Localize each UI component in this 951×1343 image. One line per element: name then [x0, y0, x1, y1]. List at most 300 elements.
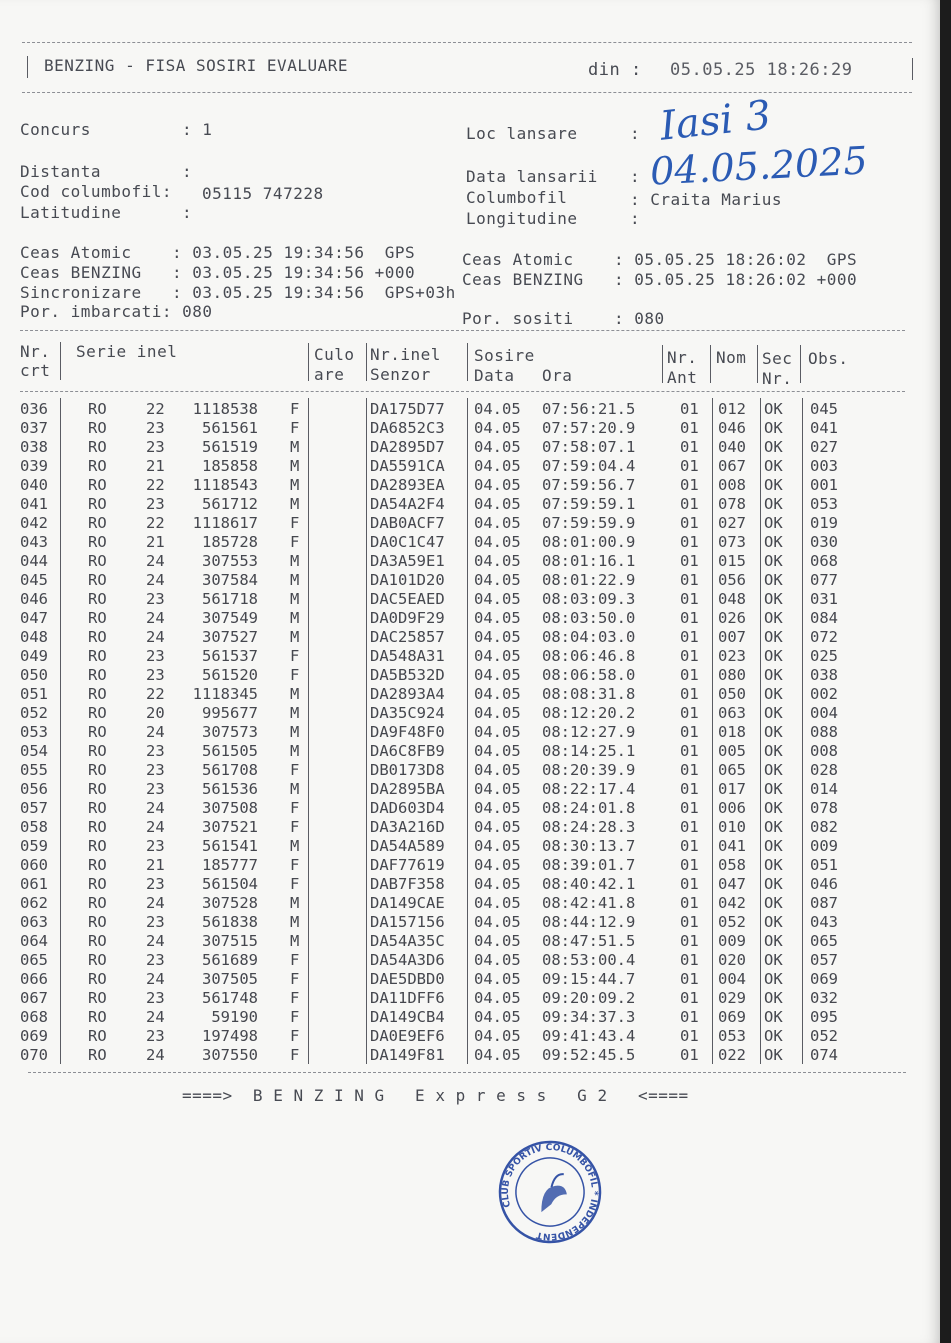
cell-nom: 047 [718, 875, 746, 893]
cell-nr-ant: 01 [680, 552, 699, 570]
cell-sex: M [290, 552, 300, 570]
cell-nom: 052 [718, 913, 746, 931]
cell-nr-ant: 01 [680, 761, 699, 779]
cell-obs: 025 [810, 647, 838, 665]
cell-nr-crt: 045 [20, 571, 48, 589]
table-row [0, 571, 940, 590]
row-divider [802, 702, 803, 722]
row-divider [712, 550, 713, 570]
cell-sensor: DA175D77 [370, 400, 445, 418]
cell-nom: 053 [718, 1027, 746, 1045]
cell-time: 08:44:12.9 [542, 913, 636, 931]
cell-obs: 027 [810, 438, 838, 456]
cell-sex: F [290, 533, 300, 551]
table-row [0, 970, 940, 989]
cell-nr-ant: 01 [680, 932, 699, 950]
row-divider [366, 683, 367, 703]
cell-obs: 032 [810, 989, 838, 1007]
row-divider [60, 911, 61, 931]
cell-nom: 007 [718, 628, 746, 646]
cell-ring: 561520 [202, 666, 258, 684]
table-row [0, 951, 940, 970]
cell-country: RO [88, 913, 107, 931]
cell-obs: 082 [810, 818, 838, 836]
row-divider [308, 911, 309, 931]
cell-country: RO [88, 704, 107, 722]
cell-nom: 063 [718, 704, 746, 722]
cell-time: 08:22:17.4 [542, 780, 636, 798]
row-divider [467, 873, 468, 893]
row-divider [467, 1025, 468, 1045]
row-divider [467, 607, 468, 627]
cell-ring: 307528 [202, 894, 258, 912]
cell-sec-nr: OK [764, 514, 783, 532]
cell-nr-ant: 01 [680, 723, 699, 741]
cell-nr-ant: 01 [680, 438, 699, 456]
cell-date: 04.05 [474, 970, 521, 988]
table-row [0, 590, 940, 609]
row-divider [60, 1044, 61, 1064]
cell-year: 22 [146, 400, 165, 418]
cell-nr-crt: 043 [20, 533, 48, 551]
cell-time: 08:40:42.1 [542, 875, 636, 893]
row-divider [467, 474, 468, 494]
cell-sec-nr: OK [764, 495, 783, 513]
row-divider [760, 645, 761, 665]
row-divider [712, 626, 713, 646]
cell-nr-ant: 01 [680, 818, 699, 836]
cell-nr-crt: 038 [20, 438, 48, 456]
cell-sensor: DA3A216D [370, 818, 445, 836]
row-divider [712, 854, 713, 874]
row-divider [712, 968, 713, 988]
row-divider [467, 398, 468, 418]
row-divider [802, 398, 803, 418]
page-title: BENZING - FISA SOSIRI EVALUARE [44, 56, 348, 75]
row-divider [760, 816, 761, 836]
cell-year: 23 [146, 742, 165, 760]
cell-country: RO [88, 514, 107, 532]
cell-sex: F [290, 818, 300, 836]
row-divider [467, 835, 468, 855]
table-row [0, 913, 940, 932]
cell-nr-crt: 050 [20, 666, 48, 684]
cell-sensor: DAC25857 [370, 628, 445, 646]
row-divider [60, 835, 61, 855]
cell-nr-ant: 01 [680, 856, 699, 874]
cell-obs: 019 [810, 514, 838, 532]
cell-sensor: DA0E9EF6 [370, 1027, 445, 1045]
cell-sec-nr: OK [764, 761, 783, 779]
cell-country: RO [88, 837, 107, 855]
row-divider [760, 455, 761, 475]
row-divider [712, 930, 713, 950]
cell-nom: 009 [718, 932, 746, 950]
cell-nr-crt: 062 [20, 894, 48, 912]
cell-year: 23 [146, 837, 165, 855]
cell-ring: 561505 [202, 742, 258, 760]
cell-sec-nr: OK [764, 818, 783, 836]
cell-year: 23 [146, 761, 165, 779]
cell-date: 04.05 [474, 438, 521, 456]
data-lansarii-handwritten: 04.05.2025 [648, 138, 869, 194]
row-divider [60, 607, 61, 627]
cell-year: 23 [146, 913, 165, 931]
table-row [0, 514, 940, 533]
cell-time: 09:34:37.3 [542, 1008, 636, 1026]
row-divider [308, 949, 309, 969]
cell-time: 08:14:25.1 [542, 742, 636, 760]
col-nr-inel: Nr.inel [370, 345, 441, 364]
cell-sex: M [290, 609, 300, 627]
cell-nom: 017 [718, 780, 746, 798]
row-divider [366, 1025, 367, 1045]
cell-sec-nr: OK [764, 552, 783, 570]
cell-obs: 046 [810, 875, 838, 893]
row-divider [802, 816, 803, 836]
cell-sec-nr: OK [764, 837, 783, 855]
row-divider [760, 911, 761, 931]
row-divider [802, 588, 803, 608]
cell-ring: 1118345 [192, 685, 258, 703]
cell-nom: 029 [718, 989, 746, 1007]
row-divider [308, 474, 309, 494]
row-divider [467, 588, 468, 608]
cell-date: 04.05 [474, 476, 521, 494]
cell-sensor: DA35C924 [370, 704, 445, 722]
row-divider [366, 455, 367, 475]
table-row [0, 989, 940, 1008]
cell-obs: 030 [810, 533, 838, 551]
row-divider [308, 531, 309, 551]
row-divider [802, 569, 803, 589]
cell-ring: 561718 [202, 590, 258, 608]
row-divider [366, 436, 367, 456]
cell-nom: 067 [718, 457, 746, 475]
cell-nr-crt: 046 [20, 590, 48, 608]
por-sositi: Por. sositi : 080 [462, 309, 665, 328]
cell-ring: 561536 [202, 780, 258, 798]
row-divider [802, 778, 803, 798]
cell-obs: 001 [810, 476, 838, 494]
row-divider [802, 474, 803, 494]
cell-year: 24 [146, 894, 165, 912]
row-divider [467, 664, 468, 684]
cell-nr-crt: 049 [20, 647, 48, 665]
row-divider [308, 740, 309, 760]
cell-obs: 038 [810, 666, 838, 684]
cell-obs: 065 [810, 932, 838, 950]
row-divider [366, 1044, 367, 1064]
cell-obs: 095 [810, 1008, 838, 1026]
cell-nom: 026 [718, 609, 746, 627]
cell-date: 04.05 [474, 628, 521, 646]
row-divider [467, 797, 468, 817]
cell-sex: F [290, 951, 300, 969]
cell-year: 24 [146, 799, 165, 817]
cell-nr-ant: 01 [680, 894, 699, 912]
cell-date: 04.05 [474, 704, 521, 722]
cell-nom: 080 [718, 666, 746, 684]
row-divider [760, 398, 761, 418]
row-divider [308, 607, 309, 627]
row-divider [366, 493, 367, 513]
cell-sensor: DA3A59E1 [370, 552, 445, 570]
row-divider [467, 683, 468, 703]
cell-sex: F [290, 989, 300, 1007]
cell-nom: 006 [718, 799, 746, 817]
cell-nr-ant: 01 [680, 495, 699, 513]
row-divider [366, 474, 367, 494]
cell-country: RO [88, 495, 107, 513]
cell-sex: M [290, 628, 300, 646]
cell-sensor: DA2893EA [370, 476, 445, 494]
row-divider [760, 626, 761, 646]
row-divider [712, 835, 713, 855]
row-divider [308, 702, 309, 722]
row-divider [802, 1025, 803, 1045]
cell-time: 08:30:13.7 [542, 837, 636, 855]
cell-sex: M [290, 780, 300, 798]
cell-time: 08:01:00.9 [542, 533, 636, 551]
cell-nr-crt: 047 [20, 609, 48, 627]
cell-nr-crt: 059 [20, 837, 48, 855]
loc-lansare-colon: : [630, 124, 641, 143]
row-divider [712, 1025, 713, 1045]
cell-year: 23 [146, 495, 165, 513]
col-data: Data [474, 366, 515, 385]
row-divider [366, 854, 367, 874]
row-divider [366, 835, 367, 855]
cell-sec-nr: OK [764, 780, 783, 798]
cell-sex: M [290, 590, 300, 608]
table-row [0, 495, 940, 514]
cell-country: RO [88, 666, 107, 684]
table-row [0, 400, 940, 419]
cell-sec-nr: OK [764, 932, 783, 950]
row-divider [366, 930, 367, 950]
row-divider [366, 645, 367, 665]
cell-sensor: DA54A3D6 [370, 951, 445, 969]
row-divider [366, 626, 367, 646]
row-divider [60, 512, 61, 532]
cell-nr-crt: 067 [20, 989, 48, 1007]
cell-sec-nr: OK [764, 856, 783, 874]
row-divider [366, 512, 367, 532]
cell-country: RO [88, 856, 107, 874]
row-divider [60, 949, 61, 969]
row-divider [467, 436, 468, 456]
cell-ring: 307521 [202, 818, 258, 836]
cell-obs: 031 [810, 590, 838, 608]
cell-date: 04.05 [474, 951, 521, 969]
row-divider [60, 683, 61, 703]
cell-sex: M [290, 571, 300, 589]
cell-sex: F [290, 761, 300, 779]
cell-year: 24 [146, 723, 165, 741]
col-sosire: Sosire [474, 346, 535, 365]
cell-nr-ant: 01 [680, 875, 699, 893]
row-divider [366, 797, 367, 817]
row-divider [60, 778, 61, 798]
row-divider [308, 968, 309, 988]
row-divider [712, 759, 713, 779]
row-divider [760, 474, 761, 494]
cell-nom: 008 [718, 476, 746, 494]
cell-time: 08:47:51.5 [542, 932, 636, 950]
cell-nom: 018 [718, 723, 746, 741]
cell-sec-nr: OK [764, 476, 783, 494]
cell-year: 23 [146, 1027, 165, 1045]
cell-sensor: DA149F81 [370, 1046, 445, 1064]
table-row [0, 894, 940, 913]
row-divider [366, 1006, 367, 1026]
col-are: are [314, 365, 345, 384]
cell-date: 04.05 [474, 609, 521, 627]
cell-country: RO [88, 742, 107, 760]
cell-sensor: DAF77619 [370, 856, 445, 874]
cell-country: RO [88, 476, 107, 494]
cell-date: 04.05 [474, 1008, 521, 1026]
cell-sensor: DA2893A4 [370, 685, 445, 703]
row-divider [712, 474, 713, 494]
cell-country: RO [88, 970, 107, 988]
row-divider [760, 778, 761, 798]
cell-country: RO [88, 799, 107, 817]
print-date-value: 05.05.25 18:26:29 [670, 60, 853, 80]
cell-sensor: DAC5EAED [370, 590, 445, 608]
row-divider [60, 797, 61, 817]
table-row [0, 457, 940, 476]
row-divider [712, 531, 713, 551]
cell-sensor: DA548A31 [370, 647, 445, 665]
cell-nom: 042 [718, 894, 746, 912]
row-divider [802, 493, 803, 513]
cell-sec-nr: OK [764, 628, 783, 646]
cell-ring: 307505 [202, 970, 258, 988]
cell-nom: 010 [718, 818, 746, 836]
table-row [0, 666, 940, 685]
cell-obs: 052 [810, 1027, 838, 1045]
title-right-bar [912, 58, 913, 80]
row-divider [760, 873, 761, 893]
col-sep-5 [662, 345, 663, 383]
cell-time: 08:39:01.7 [542, 856, 636, 874]
cell-nr-ant: 01 [680, 533, 699, 551]
cell-sec-nr: OK [764, 666, 783, 684]
cell-country: RO [88, 1027, 107, 1045]
cell-time: 08:06:46.8 [542, 647, 636, 665]
cell-obs: 084 [810, 609, 838, 627]
cell-nr-crt: 037 [20, 419, 48, 437]
cell-ring: 307549 [202, 609, 258, 627]
cell-sex: M [290, 723, 300, 741]
cell-date: 04.05 [474, 457, 521, 475]
row-divider [308, 1044, 309, 1064]
row-divider [760, 987, 761, 1007]
row-divider [760, 759, 761, 779]
cell-time: 07:59:59.9 [542, 514, 636, 532]
cell-year: 23 [146, 951, 165, 969]
cell-country: RO [88, 609, 107, 627]
cell-sex: M [290, 476, 300, 494]
cell-country: RO [88, 951, 107, 969]
cell-date: 04.05 [474, 875, 521, 893]
cell-nr-crt: 066 [20, 970, 48, 988]
cell-nom: 040 [718, 438, 746, 456]
col-ora: Ora [542, 366, 573, 385]
loc-lansare-label: Loc lansare [466, 124, 578, 143]
cell-nr-ant: 01 [680, 742, 699, 760]
table-row [0, 533, 940, 552]
longitudine-label: Longitudine [466, 209, 578, 228]
row-divider [712, 569, 713, 589]
cell-sec-nr: OK [764, 533, 783, 551]
cell-ring: 561838 [202, 913, 258, 931]
cod-columbofil-label: Cod columbofil: [20, 182, 172, 201]
title-bottom-rule [22, 92, 912, 93]
row-divider [366, 740, 367, 760]
cell-obs: 002 [810, 685, 838, 703]
cell-obs: 043 [810, 913, 838, 931]
table-row [0, 685, 940, 704]
row-divider [366, 968, 367, 988]
cell-time: 08:12:27.9 [542, 723, 636, 741]
distanta-label: Distanta [20, 162, 102, 181]
row-divider [760, 854, 761, 874]
row-divider [467, 949, 468, 969]
cell-country: RO [88, 590, 107, 608]
cell-year: 20 [146, 704, 165, 722]
cell-nr-crt: 036 [20, 400, 48, 418]
cell-nr-ant: 01 [680, 666, 699, 684]
cell-sensor: DA54A35C [370, 932, 445, 950]
cell-sec-nr: OK [764, 590, 783, 608]
cell-time: 07:57:20.9 [542, 419, 636, 437]
table-row [0, 742, 940, 761]
cell-ring: 561504 [202, 875, 258, 893]
cell-country: RO [88, 457, 107, 475]
cell-ring: 561748 [202, 989, 258, 1007]
cell-obs: 072 [810, 628, 838, 646]
cell-nom: 004 [718, 970, 746, 988]
cell-date: 04.05 [474, 799, 521, 817]
col-sep-8 [800, 345, 801, 383]
row-divider [60, 569, 61, 589]
row-divider [467, 626, 468, 646]
row-divider [467, 987, 468, 1007]
cell-sex: F [290, 970, 300, 988]
background-edge [940, 0, 951, 1343]
cell-sex: M [290, 438, 300, 456]
row-divider [712, 417, 713, 437]
cell-year: 23 [146, 590, 165, 608]
cell-nom: 048 [718, 590, 746, 608]
table-row [0, 609, 940, 628]
row-divider [308, 1025, 309, 1045]
cell-time: 08:01:22.9 [542, 571, 636, 589]
row-divider [712, 987, 713, 1007]
cell-sex: F [290, 856, 300, 874]
row-divider [802, 854, 803, 874]
row-divider [60, 892, 61, 912]
row-divider [60, 1025, 61, 1045]
cell-year: 24 [146, 552, 165, 570]
cell-time: 08:24:28.3 [542, 818, 636, 836]
cell-year: 22 [146, 476, 165, 494]
col-nr: Nr. [20, 342, 51, 361]
row-divider [308, 835, 309, 855]
